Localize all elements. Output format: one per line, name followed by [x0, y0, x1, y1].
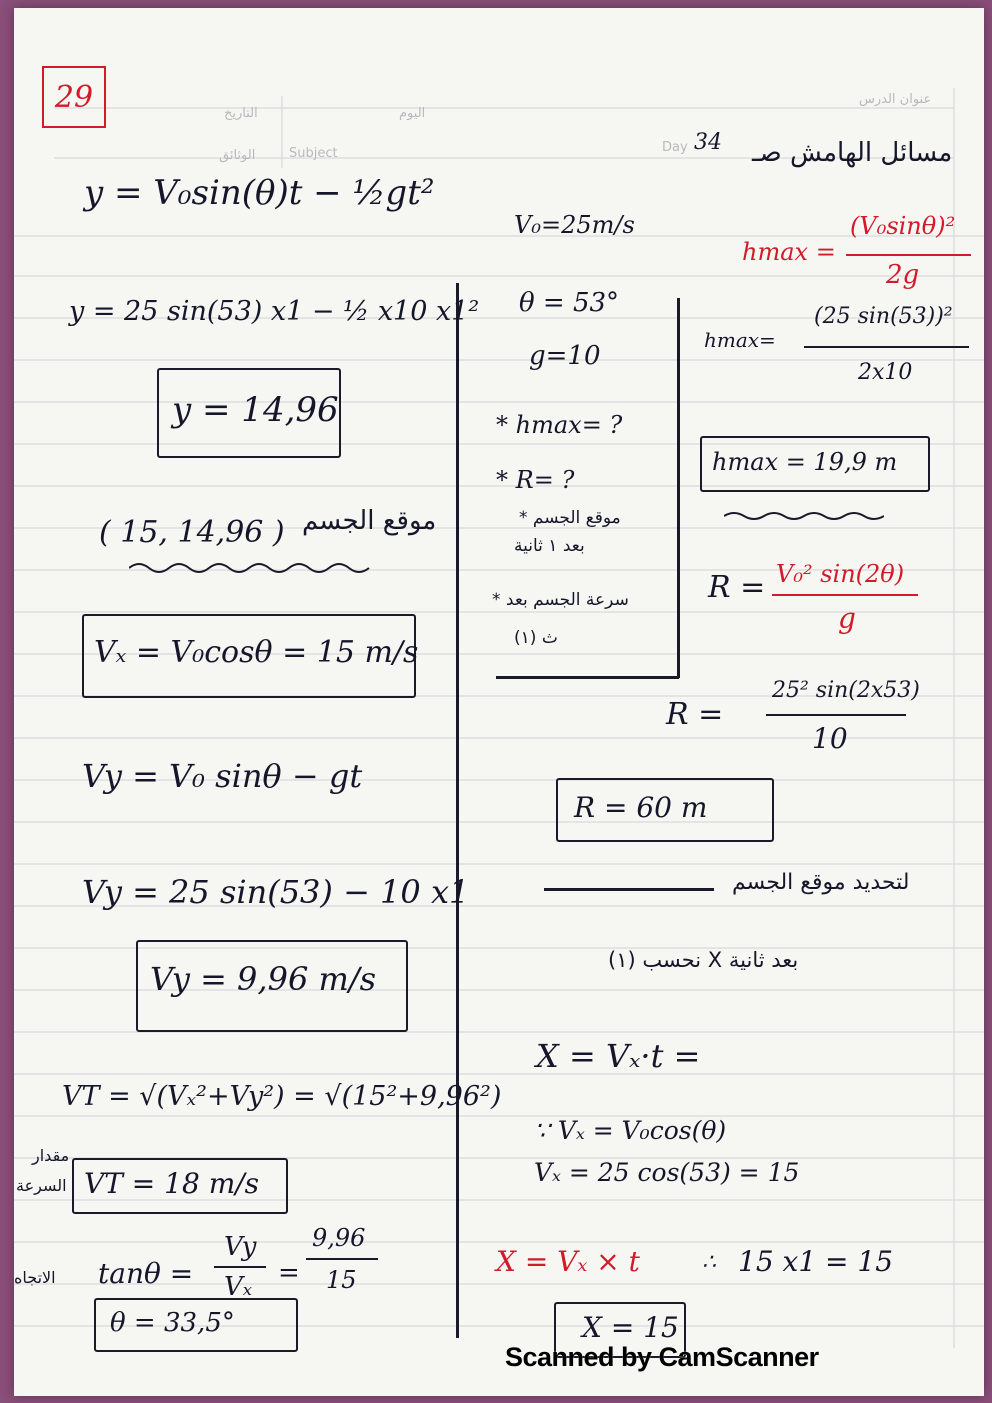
vx-result: Vₓ = V₀cosθ = 15 m/s: [94, 635, 419, 670]
given-q-hmax: * hmax= ?: [496, 411, 623, 439]
x-calc-value: 15 x1 = 15: [738, 1245, 894, 1278]
step1-label: (١) نحسب X بعد ثانية: [608, 948, 799, 972]
y-result: y = 14,96: [172, 390, 339, 430]
tan-fraction-numeric: [306, 1222, 382, 1302]
given-q-position: * موقع الجسم: [519, 508, 621, 528]
given-q-velocity-time: (١) ث: [514, 628, 558, 648]
range-sub-denominator: 10: [812, 722, 848, 755]
vy-result: Vy = 9,96 m/s: [150, 960, 377, 998]
x-calc-therefore: ∴: [702, 1250, 716, 1275]
range-result: R = 60 m: [574, 791, 708, 824]
vx-formula: ∵ Vₓ = V₀cos(θ): [534, 1116, 727, 1145]
page-number: 29: [42, 66, 106, 128]
hmax-formula-numerator: (V₀sinθ)²: [850, 212, 956, 240]
hmax-formula-fraction: [846, 208, 976, 298]
underline-squiggle-2: [724, 508, 884, 524]
hmax-sub-denominator: 2x10: [858, 360, 913, 385]
column-divider-left: [456, 283, 459, 1338]
x-equation: X = Vₓ·t =: [536, 1037, 701, 1075]
range-sub-fraction: [766, 674, 946, 760]
hmax-sub-numerator: (25 sin(53))²: [814, 304, 953, 329]
given-box-right-border: [677, 298, 680, 678]
eq-y-general: y = V₀sin(θ)t − ½gt²: [84, 173, 435, 213]
header-subject-label: Subject: [289, 146, 338, 161]
vt-equation: VT = √(Vₓ²+Vy²) = √(15²+9,96²): [62, 1081, 502, 1112]
hmax-formula-denominator: 2g: [886, 260, 920, 290]
range-sub-lhs: R =: [666, 697, 724, 732]
header-date-label: التاريخ: [224, 106, 258, 121]
header-day-en: Day: [662, 140, 688, 155]
header-day-label: اليوم: [399, 106, 426, 121]
header-documents-label: الوثائق: [219, 148, 256, 163]
tan-equals: =: [278, 1258, 300, 1288]
range-sub-numerator: 25² sin(2x53): [772, 678, 920, 703]
eq-y-substituted: y = 25 sin(53) x1 − ½ x10 x1²: [69, 296, 480, 327]
range-formula-lhs: R =: [708, 570, 766, 605]
side-note-velocity: السرعة: [16, 1176, 67, 1195]
position-label: موقع الجسم: [302, 506, 437, 536]
tan-numerator-value: 9,96: [312, 1224, 366, 1252]
position-heading: لتحديد موقع الجسم: [732, 870, 910, 895]
side-note-direction: الاتجاه: [14, 1268, 56, 1287]
underline-squiggle-1: [129, 558, 379, 578]
vy-substituted: Vy = 25 sin(53) − 10 x1: [82, 873, 470, 911]
hmax-formula-lhs: hmax =: [742, 238, 836, 266]
vt-result: VT = 18 m/s: [84, 1167, 260, 1200]
tan-denominator-value: 15: [326, 1266, 357, 1294]
given-box-bottom-border: [496, 676, 679, 679]
position-heading-line: [544, 888, 714, 891]
theta-result: θ = 33,5°: [110, 1308, 235, 1338]
x-result: X = 15: [582, 1311, 679, 1344]
range-formula-fraction: [772, 556, 922, 642]
tan-denominator: Vₓ: [224, 1272, 253, 1302]
given-q-position-time: بعد ١ ثانية: [514, 536, 585, 556]
hmax-sub-lhs: hmax=: [704, 328, 776, 352]
problem-title: مسائل الهامش صـ: [752, 138, 953, 168]
vy-general: Vy = V₀ sinθ − gt: [82, 757, 363, 795]
given-g: g=10: [529, 341, 601, 371]
given-v0: V₀=25m/s: [514, 211, 635, 239]
range-formula-numerator: V₀² sin(2θ): [776, 560, 905, 588]
range-formula-denominator: g: [838, 602, 856, 635]
problem-number: 34: [694, 130, 722, 155]
given-q-range: * R= ?: [496, 466, 575, 494]
tan-numerator: Vy: [224, 1232, 257, 1262]
x-calc-formula: X = Vₓ × t: [496, 1245, 640, 1278]
scanner-watermark: Scanned by CamScanner: [505, 1342, 819, 1372]
hmax-result: hmax = 19,9 m: [712, 448, 898, 476]
given-theta: θ = 53°: [519, 288, 620, 318]
notebook-page: [14, 8, 984, 1396]
position-coords: ( 15, 14,96 ): [99, 515, 285, 550]
hmax-sub-fraction: [804, 298, 974, 388]
given-q-velocity: * سرعة الجسم بعد: [492, 590, 629, 610]
vx-substituted: Vₓ = 25 cos(53) = 15: [534, 1158, 800, 1187]
tan-lhs: tanθ =: [98, 1257, 194, 1290]
tan-fraction-symbolic: [212, 1230, 272, 1300]
side-note-magnitude: مقدار: [32, 1146, 70, 1165]
header-lesson-title-label: عنوان الدرس: [859, 92, 932, 107]
